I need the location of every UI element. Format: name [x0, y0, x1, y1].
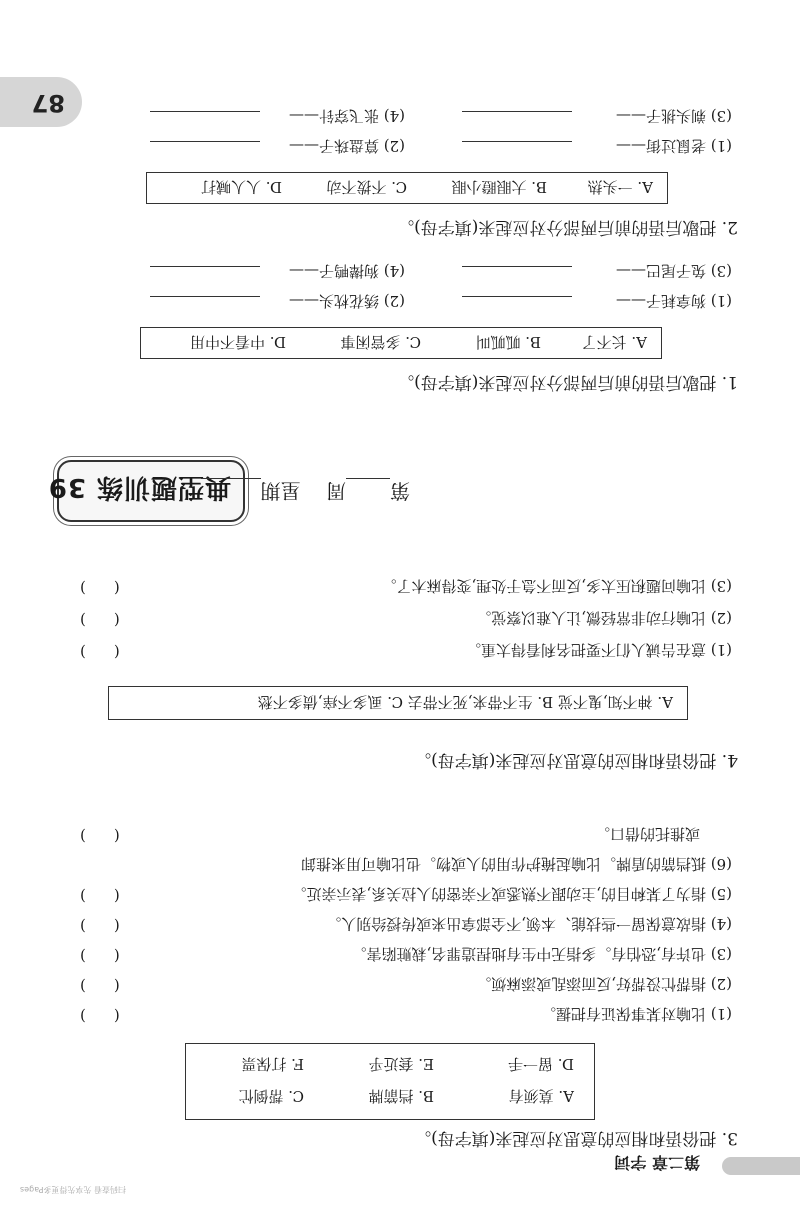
- q3-options-box: [185, 1043, 595, 1120]
- q3-item: (5) 指为了某种目的,主动跟不熟悉或不亲密的人拉关系,表示亲近。: [291, 885, 732, 903]
- q4-options: A. 神不知,鬼不觉 B. 生不带来,死不带去 C. 虱多不痒,债多不愁: [257, 693, 673, 711]
- s1-item: (3) 兔子尾巴——: [615, 262, 732, 280]
- s1-option: B. 呱呱叫: [475, 333, 541, 351]
- q4-item: (1) 意在告诫人们不要把名利看得太重。: [465, 641, 732, 659]
- s1-item: (1) 狗拿耗子——: [615, 292, 732, 310]
- section-title: 典型题训练 39: [47, 472, 231, 502]
- answer-parentheses[interactable]: (): [80, 611, 120, 629]
- answer-parentheses[interactable]: (): [80, 977, 120, 995]
- watermark: 扫码查看 先享先得更多Pages: [20, 1185, 127, 1194]
- s2-item: (2) 算盘珠子——: [288, 137, 405, 155]
- s2-option: D. 人人喊打: [200, 178, 282, 196]
- q3-item: (6) 抵挡箭的盾牌。比喻起掩护作用的人或物。也比喻可用来推卸: [300, 855, 732, 873]
- q4-title: 4. 把俗语和相应的意思对应起来(填字母)。: [414, 750, 738, 770]
- s1-item: (4) 狗撵鸭子——: [288, 262, 405, 280]
- answer-parentheses[interactable]: (): [80, 579, 120, 597]
- s1-option: D. 中看不中用: [189, 333, 286, 351]
- s1-item: (2) 绣花枕头——: [288, 292, 405, 310]
- s1-options-box: [140, 327, 662, 359]
- q3-option: C. 帮倒忙: [238, 1087, 304, 1105]
- answer-blank[interactable]: [150, 111, 260, 112]
- q3-item: (1) 比喻对某事保证有把握。: [540, 1005, 732, 1023]
- week-day-line: 第周 星期: [201, 478, 410, 507]
- answer-parentheses[interactable]: (): [80, 1007, 120, 1025]
- answer-blank[interactable]: [150, 141, 260, 142]
- s2-item: (3) 剃头挑子——: [615, 107, 732, 125]
- q3-option: B. 挡箭牌: [368, 1087, 434, 1105]
- q3-option: A. 莫须有: [508, 1087, 574, 1105]
- s2-item: (1) 老鼠过街——: [615, 137, 732, 155]
- answer-blank[interactable]: [462, 296, 572, 297]
- answer-parentheses[interactable]: (): [80, 643, 120, 661]
- s2-item: (4) 张飞穿针——: [288, 107, 405, 125]
- page-number: 87: [31, 89, 65, 117]
- q3-title: 3. 把俗语和相应的意思对应起来(填字母)。: [414, 1128, 738, 1148]
- s2-title: 2. 把歇后语的前后两部分对应起来(填字母)。: [397, 217, 738, 237]
- answer-parentheses[interactable]: (): [80, 917, 120, 935]
- answer-parentheses[interactable]: (): [80, 887, 120, 905]
- answer-blank[interactable]: [462, 266, 572, 267]
- answer-blank[interactable]: [150, 266, 260, 267]
- q3-option: F. 打保票: [241, 1055, 304, 1073]
- q4-item: (3) 比喻问题积压太多,反而不急于处理,变得麻木了。: [381, 577, 732, 595]
- day-blank[interactable]: [201, 478, 261, 479]
- answer-blank[interactable]: [462, 111, 572, 112]
- q3-option: D. 留一手: [507, 1055, 574, 1073]
- s1-option: C. 多管闲事: [340, 333, 421, 351]
- header-bar: [722, 1157, 800, 1175]
- chapter-header: 第二章 字词: [614, 1153, 700, 1172]
- s1-title: 1. 把歇后语的前后两部分对应起来(填字母)。: [397, 372, 738, 392]
- q3-item-continuation: 或推托的借口。: [594, 825, 700, 843]
- s1-option: A. 长不了: [581, 333, 647, 351]
- answer-blank[interactable]: [150, 296, 260, 297]
- answer-parentheses[interactable]: (): [80, 827, 120, 845]
- q3-item: (2) 指帮忙没帮好,反而添乱或添麻烦。: [476, 975, 732, 993]
- q3-item: (4) 指故意保留一些技能、本领,不全部拿出来或传授给别人。: [326, 915, 732, 933]
- answer-blank[interactable]: [462, 141, 572, 142]
- week-blank[interactable]: [346, 478, 390, 479]
- s2-options-box: [146, 172, 668, 204]
- q3-item: (3) 也许有,恐怕有。多指无中生有地捏造罪名,栽赃陷害。: [351, 945, 732, 963]
- s2-option: B. 大眼瞪小眼: [451, 178, 547, 196]
- s2-option: C. 不拨不动: [326, 178, 407, 196]
- q4-options-box: [108, 686, 688, 720]
- q4-item: (2) 比喻行动非常轻微,让人难以察觉。: [476, 609, 732, 627]
- s2-option: A. 一头热: [587, 178, 653, 196]
- q3-option: E. 套近乎: [368, 1055, 434, 1073]
- answer-parentheses[interactable]: (): [80, 947, 120, 965]
